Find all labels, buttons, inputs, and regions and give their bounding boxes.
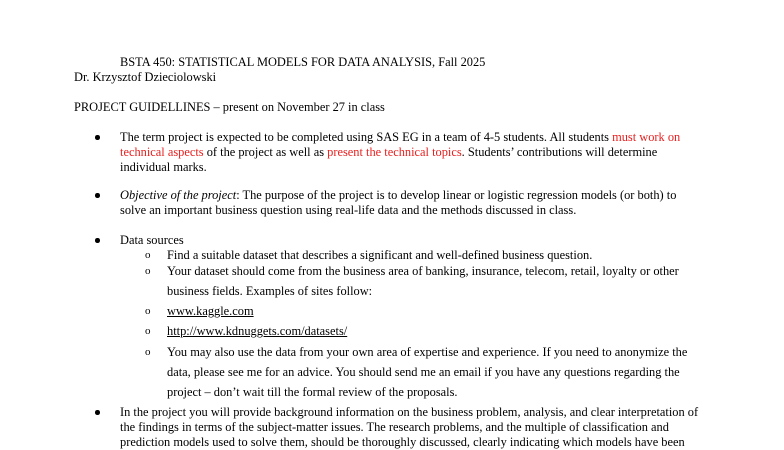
sub-bullet-marker: o — [145, 305, 151, 317]
bullet-1-text: . Students’ contributions will determine — [461, 145, 658, 159]
bullet-marker — [95, 135, 100, 140]
bullet-4-line-2: the findings in terms of the subject-matter issues. The research problems, and the multiple of classification and — [120, 420, 669, 434]
sub-bullet-marker: o — [145, 265, 151, 277]
sub-item-3 — [167, 304, 254, 319]
sub-item-1: Find a suitable dataset that describes a significant and well-defined business question. — [167, 248, 593, 262]
objective-label: Objective of the project — [120, 188, 237, 202]
sub-bullet-marker: o — [145, 325, 151, 337]
bullet-marker — [95, 238, 100, 243]
sub-item-5-line-1: You may also use the data from your own area of expertise and experience. If you need to anonymize the — [167, 345, 688, 359]
course-title: BSTA 450: STATISTICAL MODELS FOR DATA ANALYSIS, Fall 2025 — [120, 55, 486, 69]
sub-item-5-line-2: data, please see me for an advice. You should send me an email if you have any questions regarding the — [167, 365, 680, 379]
kaggle-link[interactable]: www.kaggle.com — [167, 304, 254, 318]
bullet-4-line-3: prediction models used to solve them, should be thoroughly discussed, clearly indicating which models have been — [120, 435, 685, 449]
bullet-1-text: The term project is expected to be completed using SAS EG in a team of 4-5 students. All students — [120, 130, 613, 144]
data-sources-label: Data sources — [120, 233, 184, 247]
bullet-marker — [95, 193, 100, 198]
bullet-2-line-1 — [120, 188, 676, 203]
bullet-1-text: of the project as well as — [203, 145, 328, 159]
sub-item-4 — [167, 324, 347, 339]
bullet-1-highlight: present the technical topics — [327, 145, 462, 159]
kdnuggets-link[interactable]: http://www.kdnuggets.com/datasets/ — [167, 324, 348, 338]
bullet-1-highlight: technical aspects — [120, 145, 204, 159]
bullet-2-line-2: solve an important business question using real-life data and the methods discussed in class. — [120, 203, 577, 217]
bullet-marker — [95, 410, 100, 415]
sub-item-2-line-2: business fields. Examples of sites follow: — [167, 284, 373, 298]
bullet-1-line-1 — [120, 130, 680, 145]
sub-bullet-marker: o — [145, 249, 151, 261]
bullet-1-highlight: must work on — [612, 130, 681, 144]
bullet-2-text: : The purpose of the project is to develop linear or logistic regression models (or both) to — [236, 188, 677, 202]
sub-item-2-line-1: Your dataset should come from the business area of banking, insurance, telecom, retail, loyalty or other — [167, 264, 679, 278]
bullet-1-line-2 — [120, 145, 657, 160]
sub-item-5-line-3: project – don’t wait till the formal review of the proposals. — [167, 385, 458, 399]
bullet-4-line-1: In the project you will provide background information on the business problem, analysis, and clear interpretation of — [120, 405, 699, 419]
guidelines-heading: PROJECT GUIDELLINES – present on November 27 in class — [74, 100, 385, 114]
sub-bullet-marker: o — [145, 346, 151, 358]
instructor-name: Dr. Krzysztof Dzieciolowski — [74, 70, 217, 84]
bullet-1-line-3: individual marks. — [120, 160, 207, 174]
